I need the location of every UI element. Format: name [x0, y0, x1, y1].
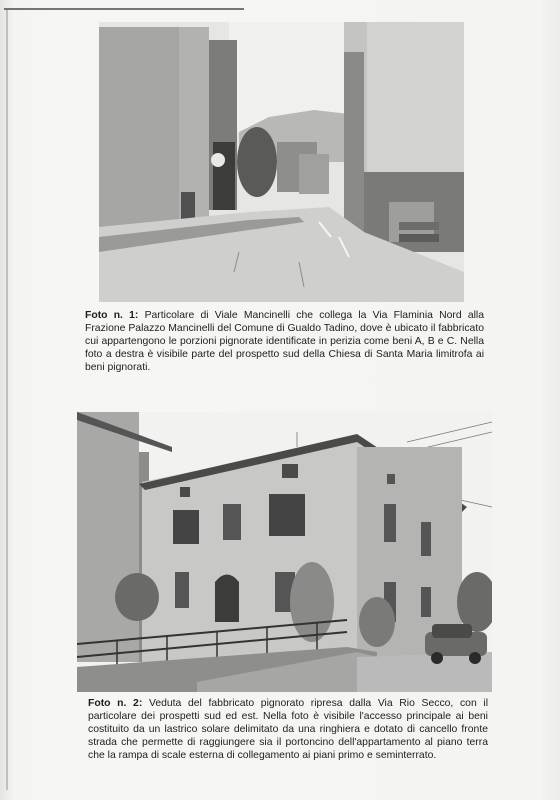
photo-2-caption-label: Foto n. 2:: [88, 698, 143, 709]
photo-1-caption: [85, 309, 484, 374]
photo-2-caption: [88, 697, 488, 762]
photo-1-street-view: [99, 22, 464, 302]
photo-1-caption-text: Particolare di Viale Mancinelli che collega la Via Flaminia Nord alla Frazione Palazzo Mancinelli del Comune di Gualdo Tadino, dove è ubicato il fabbricato cui appartengono le porzioni pignorate identificate in perizia come beni A, B e C. Nella foto a destra è visibile parte del prospetto sud della Chiesa di Santa Maria limitrofa ai beni pignorati.: [85, 310, 484, 373]
scan-top-mark: [4, 8, 244, 10]
scan-edge-shadow: [6, 10, 8, 790]
photo-1-caption-label: Foto n. 1:: [85, 310, 139, 321]
photo-2-building-view: [77, 412, 492, 692]
photo-2-caption-text: Veduta del fabbricato pignorato ripresa dalla Via Rio Secco, con il particolare dei prospetti sud ed est. Nella foto è visibile l'accesso principale ai beni costituito da un lastrico solare delimitato da una ringhiera e dotato di cancello fronte strada che permette di raggiungere sia il portoncino dell'appartamento al piano terra che la rampa di scale esterna di collegamento ai piani primo e seminterrato.: [88, 698, 489, 761]
